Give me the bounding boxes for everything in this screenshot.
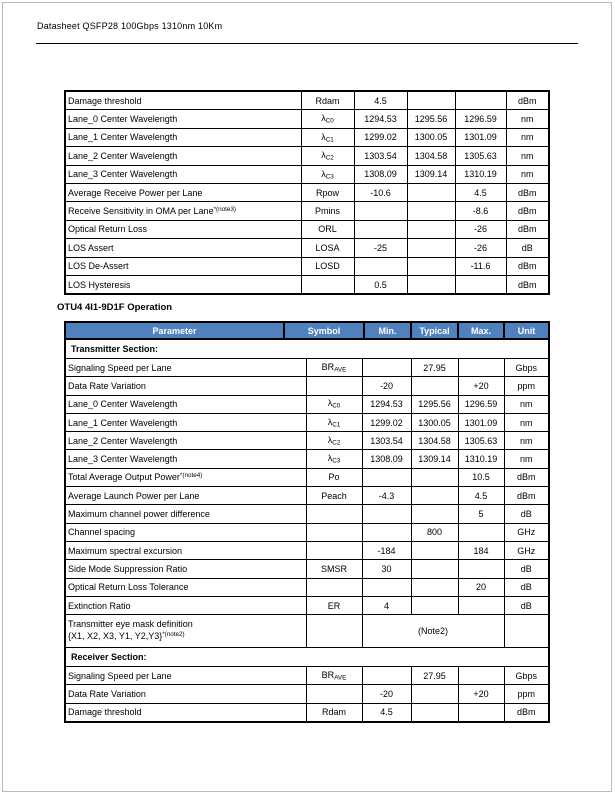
- unit-cell: dBm: [506, 257, 549, 275]
- table-row: [65, 596, 549, 614]
- parameter-cell: Damage threshold: [65, 703, 306, 722]
- max-cell: 1296.59: [458, 395, 504, 413]
- symbol-cell: [306, 615, 362, 648]
- typical-cell: 1300.05: [407, 128, 455, 146]
- typical-cell: [407, 183, 455, 201]
- typical-cell: [407, 275, 455, 294]
- section-row: [65, 648, 549, 667]
- table-row: [65, 359, 549, 377]
- unit-cell: [504, 615, 549, 648]
- typical-cell: [407, 91, 455, 110]
- table-row: [65, 505, 549, 523]
- unit-cell: nm: [506, 128, 549, 146]
- parameter-cell: Damage threshold: [65, 91, 301, 110]
- typical-cell: 1295.56: [411, 395, 458, 413]
- section-label: Receiver Section:: [65, 648, 549, 667]
- min-cell: -10.6: [354, 183, 407, 201]
- column-header-symbol: Symbol: [284, 322, 364, 339]
- spec-table-continued-grid: [64, 90, 550, 295]
- table-row: [65, 147, 549, 165]
- max-cell: 10.5: [458, 468, 504, 486]
- min-cell: [362, 505, 411, 523]
- max-cell: 1296.59: [455, 110, 506, 128]
- table-row: [65, 667, 549, 685]
- typical-cell: [407, 239, 455, 257]
- symbol-cell: LOSD: [301, 257, 354, 275]
- table-row: [65, 450, 549, 468]
- min-cell: [354, 202, 407, 220]
- table-row: [65, 91, 549, 110]
- max-cell: -26: [455, 239, 506, 257]
- min-cell: 1294.53: [354, 110, 407, 128]
- symbol-cell: [306, 541, 362, 559]
- typical-cell: 27.95: [411, 359, 458, 377]
- table-row: [65, 220, 549, 238]
- min-cell: [362, 359, 411, 377]
- parameter-cell: LOS De-Assert: [65, 257, 301, 275]
- typical-cell: 1295.56: [407, 110, 455, 128]
- unit-cell: dBm: [504, 468, 549, 486]
- max-cell: 20: [458, 578, 504, 596]
- parameter-cell: Signaling Speed per Lane: [65, 359, 306, 377]
- table-row: [65, 432, 549, 450]
- typical-cell: [411, 685, 458, 703]
- unit-cell: GHz: [504, 541, 549, 559]
- column-header-typical: Typical: [411, 322, 458, 339]
- min-cell: 1299.02: [362, 413, 411, 431]
- min-cell: [362, 468, 411, 486]
- typical-cell: [411, 703, 458, 722]
- unit-cell: nm: [506, 110, 549, 128]
- symbol-cell: Pmins: [301, 202, 354, 220]
- table-row: [65, 703, 549, 722]
- typical-cell: 27.95: [411, 667, 458, 685]
- parameter-cell: Optical Return Loss: [65, 220, 301, 238]
- max-cell: [458, 359, 504, 377]
- min-cell: 4.5: [362, 703, 411, 722]
- table-row: [65, 413, 549, 431]
- max-cell: 1305.63: [455, 147, 506, 165]
- symbol-cell: [306, 523, 362, 541]
- symbol-cell: [306, 685, 362, 703]
- column-header-parameter: Parameter: [65, 322, 284, 339]
- unit-cell: dBm: [506, 91, 549, 110]
- max-cell: -8.6: [455, 202, 506, 220]
- max-cell: 1301.09: [455, 128, 506, 146]
- parameter-cell: Lane_3 Center Wavelength: [65, 450, 306, 468]
- parameter-cell: Lane_2 Center Wavelength: [65, 147, 301, 165]
- unit-cell: dBm: [504, 703, 549, 722]
- table-row: [65, 257, 549, 275]
- parameter-cell: Data Rate Variation: [65, 685, 306, 703]
- symbol-cell: $\lambda_{C3}$: [306, 450, 362, 468]
- parameter-cell: Data Rate Variation: [65, 377, 306, 395]
- typical-cell: 1300.05: [411, 413, 458, 431]
- parameter-cell: Total Average Output Power$^{*(note4)}$: [65, 468, 306, 486]
- typical-cell: 1309.14: [407, 165, 455, 183]
- unit-cell: dBm: [506, 275, 549, 294]
- spec-table-continued: [64, 90, 550, 295]
- table-row: [65, 578, 549, 596]
- unit-cell: nm: [506, 165, 549, 183]
- typical-cell: [411, 505, 458, 523]
- table-row: [65, 110, 549, 128]
- parameter-cell: Average Launch Power per Lane: [65, 487, 306, 505]
- eye-mask-row: [65, 615, 549, 648]
- table-row: [65, 183, 549, 201]
- min-cell: [362, 578, 411, 596]
- min-cell: 1308.09: [354, 165, 407, 183]
- document-header-title: Datasheet QSFP28 100Gbps 1310nm 10Km: [37, 21, 223, 31]
- max-cell: [458, 560, 504, 578]
- column-header-max: Max.: [458, 322, 504, 339]
- table-row: [65, 128, 549, 146]
- parameter-cell: Lane_1 Center Wavelength: [65, 128, 301, 146]
- typical-cell: [411, 578, 458, 596]
- min-cell: -25: [354, 239, 407, 257]
- min-cell: -184: [362, 541, 411, 559]
- symbol-cell: $\lambda_{C2}$: [301, 147, 354, 165]
- symbol-cell: SMSR: [306, 560, 362, 578]
- min-cell: [354, 220, 407, 238]
- max-cell: [458, 667, 504, 685]
- table-row: [65, 275, 549, 294]
- min-cell: 1303.54: [354, 147, 407, 165]
- section-row: [65, 340, 549, 359]
- table-header-row: [65, 322, 549, 339]
- table-row: [65, 202, 549, 220]
- typical-cell: [407, 202, 455, 220]
- header-rule: [36, 43, 578, 44]
- symbol-cell: [306, 377, 362, 395]
- symbol-cell: $\lambda_{C0}$: [301, 110, 354, 128]
- min-cell: [354, 257, 407, 275]
- max-cell: 1310.19: [458, 450, 504, 468]
- max-cell: +20: [458, 377, 504, 395]
- symbol-cell: $\lambda_{C2}$: [306, 432, 362, 450]
- symbol-cell: Rpow: [301, 183, 354, 201]
- parameter-cell: Signaling Speed per Lane: [65, 667, 306, 685]
- max-cell: [458, 703, 504, 722]
- unit-cell: dB: [504, 596, 549, 614]
- max-cell: -11.6: [455, 257, 506, 275]
- min-cell: 1308.09: [362, 450, 411, 468]
- max-cell: 4.5: [458, 487, 504, 505]
- symbol-cell: $\lambda_{C1}$: [306, 413, 362, 431]
- symbol-cell: Po: [306, 468, 362, 486]
- min-cell: 4.5: [354, 91, 407, 110]
- parameter-cell: Lane_0 Center Wavelength: [65, 110, 301, 128]
- unit-cell: nm: [504, 432, 549, 450]
- max-cell: [458, 596, 504, 614]
- parameter-cell: Side Mode Suppression Ratio: [65, 560, 306, 578]
- symbol-cell: $\lambda_{C0}$: [306, 395, 362, 413]
- parameter-cell: Lane_3 Center Wavelength: [65, 165, 301, 183]
- typical-cell: 800: [411, 523, 458, 541]
- unit-cell: Gbps: [504, 359, 549, 377]
- symbol-cell: ORL: [301, 220, 354, 238]
- min-cell: 1299.02: [354, 128, 407, 146]
- typical-cell: [411, 377, 458, 395]
- max-cell: 5: [458, 505, 504, 523]
- min-cell: 4: [362, 596, 411, 614]
- typical-cell: 1304.58: [411, 432, 458, 450]
- parameter-cell: Lane_0 Center Wavelength: [65, 395, 306, 413]
- parameter-cell: Receive Sensitivity in OMA per Lane$^{*(note3)}$: [65, 202, 301, 220]
- min-cell: 1294.53: [362, 395, 411, 413]
- unit-cell: dBm: [504, 487, 549, 505]
- table-row: [65, 541, 549, 559]
- table-row: [65, 239, 549, 257]
- column-header-unit: Unit: [504, 322, 549, 339]
- table-row: [65, 523, 549, 541]
- symbol-cell: [306, 505, 362, 523]
- otu4-operation-table: [64, 321, 550, 723]
- max-cell: 184: [458, 541, 504, 559]
- table-row: [65, 468, 549, 486]
- typical-cell: [411, 487, 458, 505]
- max-cell: -26: [455, 220, 506, 238]
- parameter-cell: LOS Assert: [65, 239, 301, 257]
- symbol-cell: [306, 578, 362, 596]
- table-row: [65, 395, 549, 413]
- max-cell: [455, 91, 506, 110]
- symbol-cell: Peach: [306, 487, 362, 505]
- parameter-cell: Optical Return Loss Tolerance: [65, 578, 306, 596]
- merged-note-cell: (Note2): [362, 615, 504, 648]
- parameter-cell: Extinction Ratio: [65, 596, 306, 614]
- min-cell: 1303.54: [362, 432, 411, 450]
- unit-cell: dBm: [506, 183, 549, 201]
- table-row: [65, 560, 549, 578]
- unit-cell: dB: [504, 505, 549, 523]
- otu4-table-body: [64, 340, 550, 723]
- symbol-cell: $\lambda_{C1}$: [301, 128, 354, 146]
- max-cell: 1305.63: [458, 432, 504, 450]
- symbol-cell: $BR_{AVE}$: [306, 359, 362, 377]
- typical-cell: [411, 468, 458, 486]
- parameter-cell: Maximum spectral excursion: [65, 541, 306, 559]
- max-cell: 1301.09: [458, 413, 504, 431]
- unit-cell: nm: [504, 450, 549, 468]
- unit-cell: ppm: [504, 685, 549, 703]
- table-row: [65, 685, 549, 703]
- otu4-table-header-row: [64, 321, 550, 340]
- min-cell: [362, 667, 411, 685]
- typical-cell: [407, 220, 455, 238]
- table-row: [65, 487, 549, 505]
- unit-cell: dB: [504, 578, 549, 596]
- typical-cell: [411, 541, 458, 559]
- parameter-cell: Transmitter eye mask definition {X1, X2, X3, Y1, Y2,Y3}$^{*(note2)}$: [65, 615, 306, 648]
- symbol-cell: [301, 275, 354, 294]
- unit-cell: GHz: [504, 523, 549, 541]
- min-cell: 0.5: [354, 275, 407, 294]
- parameter-cell: Maximum channel power difference: [65, 505, 306, 523]
- symbol-cell: $BR_{AVE}$: [306, 667, 362, 685]
- parameter-cell: Lane_1 Center Wavelength: [65, 413, 306, 431]
- max-cell: 1310.19: [455, 165, 506, 183]
- max-cell: 4.5: [455, 183, 506, 201]
- parameter-cell: Average Receive Power per Lane: [65, 183, 301, 201]
- parameter-cell: Channel spacing: [65, 523, 306, 541]
- typical-cell: [407, 257, 455, 275]
- unit-cell: nm: [504, 413, 549, 431]
- max-cell: [458, 523, 504, 541]
- min-cell: -20: [362, 685, 411, 703]
- min-cell: 30: [362, 560, 411, 578]
- unit-cell: nm: [504, 395, 549, 413]
- typical-cell: 1304.58: [407, 147, 455, 165]
- parameter-cell: LOS Hysteresis: [65, 275, 301, 294]
- section-title: OTU4 4I1-9D1F Operation: [57, 302, 173, 313]
- max-cell: [455, 275, 506, 294]
- unit-cell: dB: [504, 560, 549, 578]
- unit-cell: dBm: [506, 202, 549, 220]
- min-cell: -4.3: [362, 487, 411, 505]
- symbol-cell: Rdam: [306, 703, 362, 722]
- unit-cell: nm: [506, 147, 549, 165]
- min-cell: -20: [362, 377, 411, 395]
- symbol-cell: Rdam: [301, 91, 354, 110]
- unit-cell: dBm: [506, 220, 549, 238]
- table-row: [65, 377, 549, 395]
- typical-cell: [411, 596, 458, 614]
- symbol-cell: ER: [306, 596, 362, 614]
- symbol-cell: LOSA: [301, 239, 354, 257]
- parameter-cell: Lane_2 Center Wavelength: [65, 432, 306, 450]
- max-cell: +20: [458, 685, 504, 703]
- section-label: Transmitter Section:: [65, 340, 549, 359]
- symbol-cell: $\lambda_{C3}$: [301, 165, 354, 183]
- unit-cell: ppm: [504, 377, 549, 395]
- typical-cell: [411, 560, 458, 578]
- column-header-min: Min.: [364, 322, 411, 339]
- min-cell: [362, 523, 411, 541]
- typical-cell: 1309.14: [411, 450, 458, 468]
- unit-cell: dB: [506, 239, 549, 257]
- unit-cell: Gbps: [504, 667, 549, 685]
- table-row: [65, 165, 549, 183]
